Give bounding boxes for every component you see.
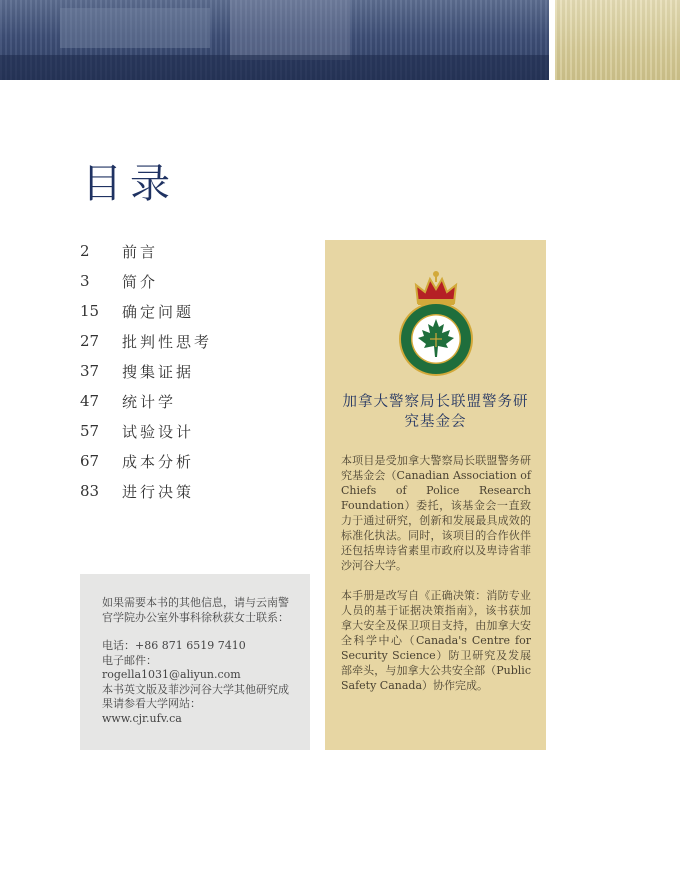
toc-item[interactable] — [80, 266, 280, 296]
toc-label: 进行决策 — [122, 482, 195, 501]
toc-label: 试验设计 — [122, 422, 195, 441]
contact-email[interactable]: 电子邮件：rogella1031@aliyun.com — [102, 653, 241, 681]
toc-page-number: 47 — [80, 392, 100, 410]
toc-label: 前言 — [122, 242, 159, 261]
english-version-note: 本书英文版及菲沙河谷大学其他研究成果请参看大学网站： — [102, 682, 289, 710]
toc-page-number: 27 — [80, 332, 100, 350]
contact-phone: 电话：+86 871 6519 7410 — [102, 639, 246, 652]
page-title: 目录 — [82, 161, 178, 207]
toc-item[interactable] — [80, 236, 280, 266]
toc-label: 成本分析 — [122, 452, 195, 471]
toc-page-number: 37 — [80, 362, 100, 380]
foundation-paragraph: 本手册是改写自《正确决策：消防专业人员的基于证据决策指南》，该书获加拿大安全及保卫项目支持，由加拿大安全科学中心（Canada's Centre for Security Science）防卫研究及发展部牵头，与加拿大公共安全部（Public Safety Canada）协作完成。 — [341, 589, 531, 692]
toc-item[interactable] — [80, 356, 280, 386]
toc-item[interactable] — [80, 446, 280, 476]
toc-page-number: 15 — [80, 302, 100, 320]
foundation-paragraph: 本项目是受加拿大警察局长联盟警务研究基金会（Canadian Association of Chiefs of Police Research Foundation）委托，该基金会一直致力于通过研究，创新和发展最具成效的标准化执法。同时，该项目的合作伙伴还包括卑诗省素里市政府以及卑诗省菲沙河谷大学。 — [341, 454, 531, 572]
cacp-emblem-icon — [394, 265, 478, 377]
table-of-contents — [80, 236, 280, 506]
contact-info-box — [80, 574, 310, 750]
toc-item[interactable] — [80, 386, 280, 416]
toc-page-number: 2 — [80, 242, 90, 260]
header-banner-photo — [0, 0, 549, 80]
toc-item[interactable] — [80, 476, 280, 506]
toc-page-number: 83 — [80, 482, 100, 500]
contact-intro: 如果需要本书的其他信息，请与云南警官学院办公室外事科徐秋荻女士联系： — [102, 596, 289, 624]
toc-page-number: 57 — [80, 422, 100, 440]
website-link[interactable]: www.cjr.ufv.ca — [102, 711, 182, 725]
toc-item[interactable] — [80, 416, 280, 446]
toc-label: 搜集证据 — [122, 362, 195, 381]
foundation-title: 加拿大警察局长联盟警务研究基金会 — [342, 394, 529, 430]
toc-page-number: 67 — [80, 452, 100, 470]
toc-page-number: 3 — [80, 272, 90, 290]
header-banner-tan — [555, 0, 680, 80]
toc-label: 简介 — [122, 272, 159, 291]
toc-item[interactable] — [80, 296, 280, 326]
toc-label: 统计学 — [122, 392, 177, 411]
foundation-sidebar — [325, 240, 546, 750]
foundation-description — [341, 453, 531, 708]
toc-item[interactable] — [80, 326, 280, 356]
toc-label: 批判性思考 — [122, 332, 213, 351]
toc-label: 确定问题 — [122, 302, 195, 321]
